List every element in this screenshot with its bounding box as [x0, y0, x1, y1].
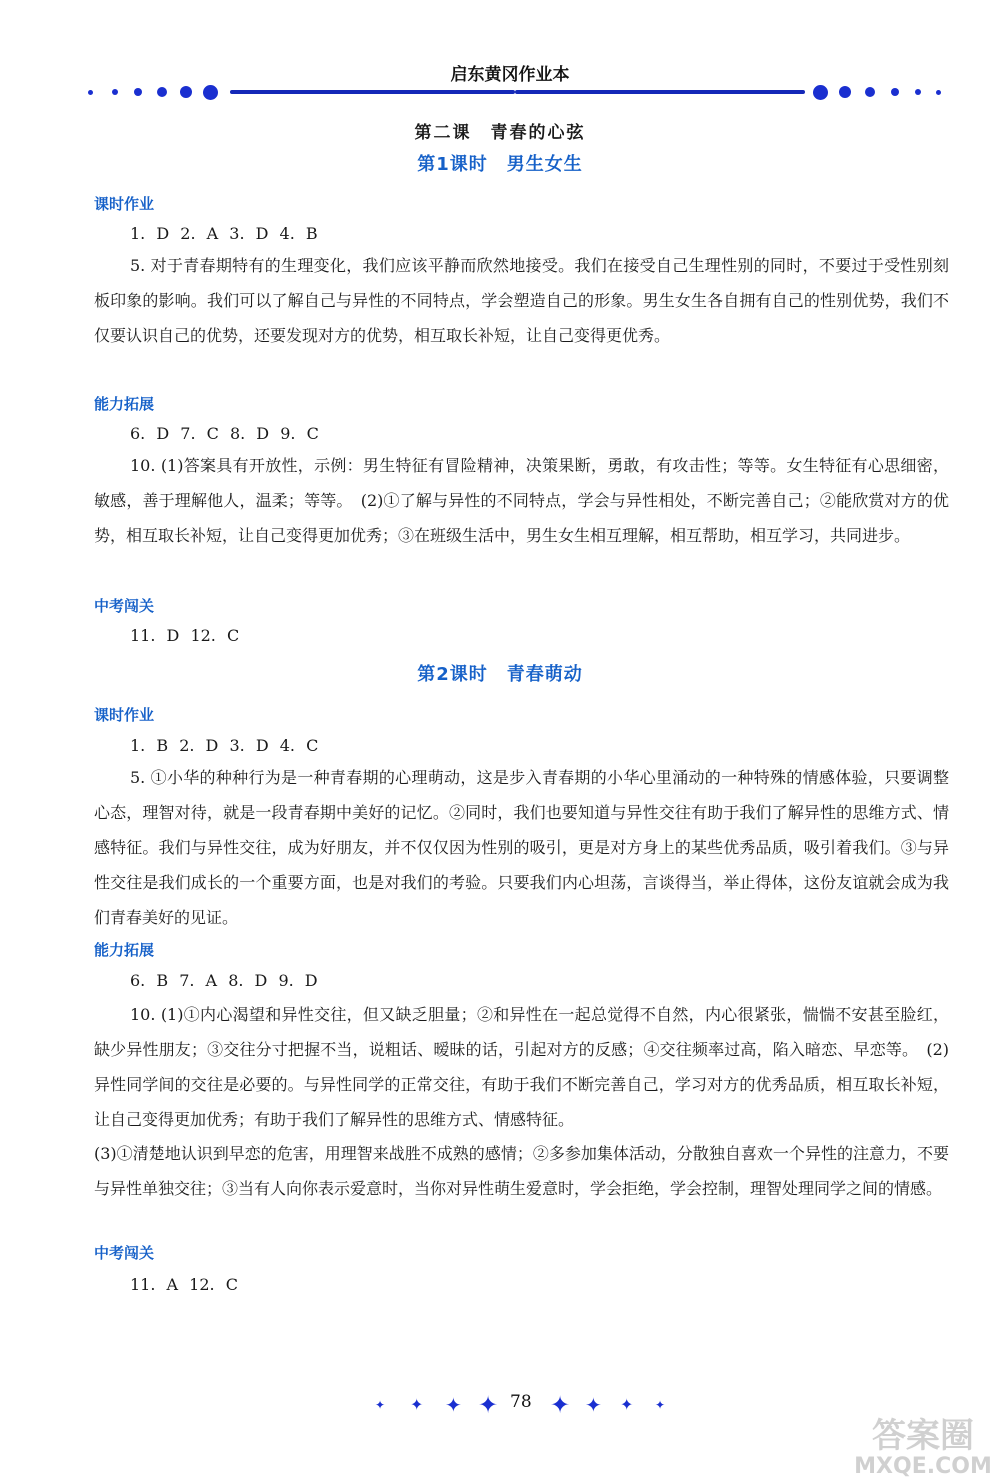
p1-homework-label: 课时作业 — [94, 195, 155, 213]
footer-star-icon: ✦ — [655, 1398, 666, 1412]
page-footer — [370, 1392, 680, 1418]
p1-exam-label: 中考闯关 — [94, 597, 155, 615]
footer-star-icon: ✦ — [550, 1391, 571, 1419]
period-2-title: 第2课时 青春萌动 — [417, 664, 583, 685]
footer-star-icon: ✦ — [445, 1393, 462, 1417]
header-dot — [203, 85, 218, 100]
p2-exam-answers: 11. A 12. C — [130, 1275, 238, 1294]
header-dot — [915, 89, 921, 95]
watermark-url: MXQE.COM — [854, 1454, 992, 1479]
p2-ability-answers: 6. B 7. A 8. D 9. D — [130, 971, 318, 990]
watermark-logo — [848, 1409, 998, 1479]
p2-homework-answers: 1. B 2. D 3. D 4. C — [130, 736, 319, 755]
p1-ability-label: 能力拓展 — [94, 395, 155, 413]
p1-exam-answers: 11. D 12. C — [130, 626, 240, 645]
p1-q10-answer: 10. (1)答案具有开放性，示例：男生特征有冒险精神，决策果断，勇敢，有攻击性；等等。女生特征有心思细密，敏感，善于理解他人，温柔；等等。 (2)①了解与异性的不同特点，学会与异性相处，不断完善自己；②能欣赏对方的优势，相互取长补短，让自己变得更加优秀；③在班级生活中，男生女生相互理解，相互帮助，相互学习，共同进步。 — [94, 456, 949, 545]
footer-star-icon: ✦ — [375, 1398, 386, 1412]
header-dot — [813, 85, 828, 100]
header-dot — [134, 88, 142, 96]
p2-q10-part3: (3)①清楚地认识到早恋的危害，用理智来战胜不成熟的感情；②多参加集体活动，分散独自喜欢一个异性的注意力，不要与异性单独交往；③当有人向你表示爱意时，当你对异性萌生爱意时，学会拒绝，学会控制，理智处理同学之间的情感。 — [94, 1144, 949, 1198]
p2-q10-answer: 10. (1)①内心渴望和异性交往，但又缺乏胆量；②和异性在一起总觉得不自然，内心很紧张，惴惴不安甚至脸红，缺少异性朋友；③交往分寸把握不当，说粗话、暧昧的话，引起对方的反感；④交往频率过高，陷入暗恋、早恋等。 (2)异性同学间的交往是必要的。与异性同学的正常交往，有助于我们不断完善自己，学习对方的优秀品质，相互取长补短，让自己变得更加优秀；有助于我们了解异性的思维方式、情感特征。 — [94, 1005, 949, 1129]
watermark-text: 答案圈 — [872, 1416, 974, 1456]
header-dot — [865, 87, 875, 97]
lesson-title: 第二课 青春的心弦 — [414, 123, 586, 143]
header-dot — [157, 87, 167, 97]
p2-homework-label: 课时作业 — [94, 706, 155, 724]
header-rule-right — [515, 90, 805, 94]
footer-star-icon: ✦ — [620, 1395, 634, 1414]
p1-ability-answers: 6. D 7. C 8. D 9. C — [130, 424, 319, 443]
header-rule-left — [230, 90, 515, 94]
page-number: 78 — [510, 1392, 532, 1412]
header-dot — [112, 89, 118, 95]
page-header — [80, 58, 940, 108]
header-dot — [839, 86, 851, 98]
p1-homework-answers: 1. D 2. A 3. D 4. B — [130, 224, 318, 243]
footer-star-icon: ✦ — [585, 1393, 602, 1417]
p1-q5-answer: 5. 对于青春期特有的生理变化，我们应该平静而欣然地接受。我们在接受自己生理性别的同时，不要过于受性别刻板印象的影响。我们可以了解自己与异性的不同特点，学会塑造自己的形象。男生女生各自拥有自己的性别优势，我们不仅要认识自己的优势，还要发现对方的优势，相互取长补短，让自己变得更优秀。 — [94, 256, 949, 345]
p2-ability-label: 能力拓展 — [94, 941, 155, 959]
header-dot — [180, 86, 192, 98]
footer-star-icon: ✦ — [478, 1391, 499, 1419]
header-dot — [891, 88, 899, 96]
header-title: 启东黄冈作业本 — [450, 65, 570, 85]
header-dot — [88, 90, 93, 95]
p2-q5-answer: 5. ①小华的种种行为是一种青春期的心理萌动，这是步入青春期的小华心里涌动的一种特殊的情感体验，只要调整心态，理智对待，就是一段青春期中美好的记忆。②同时，我们也要知道与异性交往有助于我们了解异性的思维方式、情感特征。我们与异性交往，成为好朋友，并不仅仅因为性别的吸引，更是对方身上的某些优秀品质，吸引着我们。③与异性交往是我们成长的一个重要方面，也是对我们的考验。只要我们内心坦荡，言谈得当，举止得体，这份友谊就会成为我们青春美好的见证。 — [94, 768, 949, 927]
p2-exam-label: 中考闯关 — [94, 1244, 155, 1262]
footer-star-icon: ✦ — [410, 1395, 424, 1414]
period-1-title: 第1课时 男生女生 — [417, 154, 583, 175]
header-dot — [936, 90, 941, 95]
